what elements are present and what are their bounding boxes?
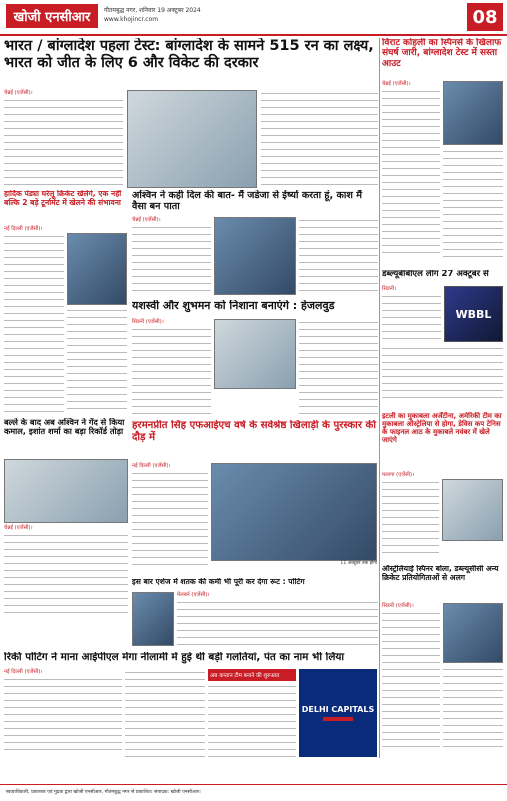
- ashwin-record-dateline: चेन्नई (एजेंसी)।: [4, 525, 33, 531]
- hazlewood-story-headline: यशस्वी और शुभमन को निशाना बनाएंगे : हेजलवुड: [132, 300, 335, 312]
- delhi-capitals-logo-text: DELHI CAPITALS: [301, 705, 375, 714]
- italy-story: [382, 412, 503, 562]
- hazlewood-story-text: [132, 326, 211, 414]
- harman-story-dateline: नई दिल्ली (एजेंसी)।: [132, 463, 171, 469]
- italy-story-headline: इटली का मुकाबला अर्जेंटीना, अमेरिकी टीम का मुकाबला ऑस्ट्रेलिया से होगा, डेविस कप टेनिस के फाइनल आठ के मुकाबले नवंबर में खेले जाएंगे: [382, 412, 502, 445]
- kohli-story-headline: विराट कोहली का स्पिनर्स के खिलाफ संघर्ष जारी, बांग्लादेश टेस्ट में सस्ता आउट: [382, 38, 502, 69]
- spin-story-text: [382, 610, 440, 748]
- ashwin-record-photo: [4, 459, 128, 523]
- spin-story-headline: ऑस्ट्रेलियाई स्पिनर बोला, डब्ल्यूसीसी अन्य क्रिकेट प्रतियोगिताओं से अलग: [382, 565, 499, 582]
- ashwin-record-story: [4, 418, 128, 618]
- ashwin-story-dateline: चेन्नई (एजेंसी)।: [132, 217, 161, 223]
- ashwin-story-text-2: [299, 217, 378, 293]
- wbbl-badge: WBBL: [455, 307, 492, 321]
- wbbl-story-headline: डब्ल्यूबीबीएल लीग 27 अक्टूबर से: [382, 270, 489, 279]
- ponting-story-headline: रिकी पोंटिंग ने माना आईपीएल मेगा नीलामी में हुई थी बड़ी गलतियां, पंत का नाम भी लिया: [4, 652, 345, 663]
- italy-photo: [442, 479, 503, 541]
- column-divider: [379, 38, 380, 758]
- harman-photo: [211, 463, 377, 561]
- jadeja-photo: [214, 217, 295, 295]
- newspaper-logo: खोजी एनसीआर: [6, 4, 98, 28]
- harman-caption: 11 अक्टूबर तक होगा: [340, 561, 377, 566]
- wbbl-story-text: [382, 293, 441, 339]
- spin-photo: [443, 603, 503, 663]
- masthead-website: www.khojincr.com: [104, 16, 159, 23]
- italy-story-dateline: मलागा (एजेंसी)।: [382, 472, 415, 478]
- ponting-story-text-3: [208, 683, 296, 759]
- ashwin-story: [132, 190, 378, 298]
- root-story-dateline: मेलबर्न (एजेंसी)।: [177, 592, 210, 598]
- harman-story-headline: हरमनप्रीत सिंह एफआईएच वर्ष के सर्वश्रेष्ठ खिलाड़ी के पुरस्कार की दौड़ में: [132, 420, 377, 443]
- ponting-subhead: अब कप्तान टीम बनाने की शुरुआत: [208, 669, 296, 681]
- hardik-story-text-2: [67, 307, 127, 415]
- logo-stripe: [323, 717, 353, 721]
- spin-story-dateline: सिडनी (एजेंसी)।: [382, 603, 414, 609]
- kohli-story: [382, 38, 503, 268]
- ashwin-record-headline: बल्ले के बाद अब अश्विन ने गेंद से किया कमाल, इशांत शर्मा का बड़ा रिकॉर्ड तोड़ा: [4, 418, 125, 437]
- main-story-text: [4, 97, 123, 185]
- spin-story-text-2: [443, 666, 503, 752]
- hazlewood-story-text-2: [299, 319, 378, 415]
- hardik-photo: [67, 233, 127, 305]
- ponting-story-text: [4, 676, 122, 756]
- spin-story: [382, 565, 503, 760]
- main-story-photo: [127, 90, 256, 188]
- italy-story-text: [382, 479, 439, 557]
- ashwin-story-text: [132, 224, 211, 292]
- ashwin-story-headline: अश्विन ने कही दिल की बात- मैं जडेजा से ईर्ष्या करता हूं, काश मैं वैसा बन पाता: [132, 190, 362, 213]
- page-number: 08: [467, 3, 503, 31]
- masthead-date: गौतमबुद्ध नगर, शनिवार 19 अक्टूबर 2024: [104, 7, 201, 14]
- wbbl-logo: [444, 286, 503, 342]
- root-story-text: [177, 599, 378, 645]
- root-story: [132, 578, 378, 650]
- kohli-photo: [443, 81, 503, 145]
- ponting-story: [4, 652, 378, 760]
- delhi-capitals-logo: [299, 669, 377, 757]
- hazlewood-story-dateline: सिडनी (एजेंसी)।: [132, 319, 164, 325]
- footer: [0, 784, 507, 801]
- ashwin-record-text: [4, 532, 128, 616]
- hardik-story-text: [4, 233, 64, 413]
- kohli-story-text: [382, 88, 440, 258]
- kohli-story-dateline: चेन्नई (एजेंसी)।: [382, 81, 411, 87]
- root-story-headline: इस बार एशेज में शतक की कमी भी पूरी कर देगा रूट : पोंटिंग: [132, 578, 305, 586]
- main-story-text-2: [261, 90, 378, 186]
- hardik-story-dateline: नई दिल्ली (एजेंसी)।: [4, 226, 43, 232]
- hardik-story-headline: हार्दिक पंड्या घरेलू क्रिकेट खेलेंगे, एक नहीं बल्कि 2 बड़े टूर्नामेंट में खेलने की संभावना: [4, 190, 122, 207]
- ponting-story-dateline: नई दिल्ली (एजेंसी)।: [4, 669, 43, 675]
- wbbl-story: [382, 270, 503, 410]
- main-story-dateline: चेन्नई (एजेंसी)।: [4, 90, 33, 96]
- footer-text: स्वत्वाधिकारी, प्रकाशक एवं मुद्रक द्वारा खोजी एनसीआर, गौतमबुद्ध नगर से प्रकाशित। संपादक: खोजी एनसीआर।: [6, 790, 201, 795]
- hazlewood-photo: [214, 319, 295, 389]
- hardik-story: [4, 190, 128, 415]
- kohli-story-text-2: [443, 148, 503, 260]
- wbbl-story-dateline: सिडनी।: [382, 286, 397, 292]
- masthead: [0, 0, 507, 36]
- main-story-headline: भारत / बांग्लादेश पहला टेस्ट: बांग्लादेश के सामने 515 रन का लक्ष्य, भारत को जीत के लिए 6 और विकेट की दरकार: [4, 38, 374, 71]
- wbbl-story-text-2: [382, 345, 503, 403]
- root-photo: [132, 592, 174, 646]
- harman-story: [132, 420, 378, 576]
- ponting-story-text-2: [125, 669, 205, 757]
- hazlewood-story: [132, 300, 378, 418]
- main-story: [4, 38, 378, 188]
- harman-story-text: [132, 470, 208, 566]
